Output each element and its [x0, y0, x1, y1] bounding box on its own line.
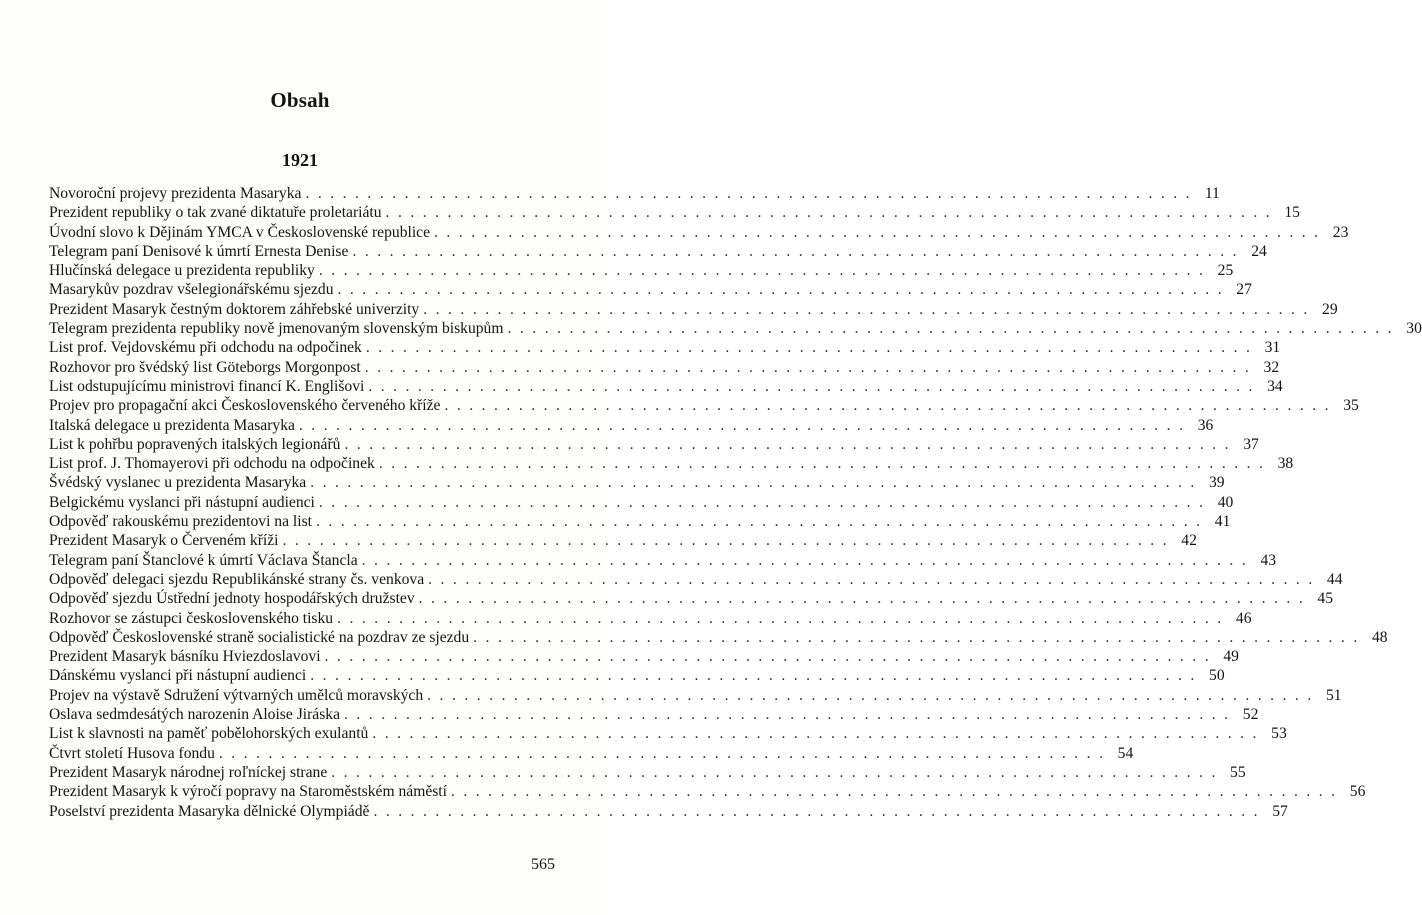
toc-entry-title: Prezident republiky o tak zvané diktatuře proletariátu: [49, 204, 382, 222]
toc-entry-page: 43: [1260, 551, 1277, 569]
toc-entry-page: 27: [1236, 281, 1252, 299]
toc-leader-dots: . . . . . . . . . . . . . . . . . . . . . . . . . . . . . . . . . . . . . . . . . . . . . . . . . . . . . . . . . . . . . . . . . . . . . . . .: [423, 300, 1310, 318]
toc-leader-dots: . . . . . . . . . . . . . . . . . . . . . . . . . . . . . . . . . . . . . . . . . . . . . . . . . . . . . . . . . . . . . . . . . . . . . . . .: [305, 185, 1192, 202]
toc-entry-title: Projev na výstavě Sdružení výtvarných umělců moravských: [49, 686, 424, 704]
toc-entry: [49, 531, 1197, 550]
toc-entry-page: 48: [1371, 628, 1388, 646]
toc-entry: [49, 377, 1283, 396]
toc-entry-page: 39: [1209, 474, 1225, 492]
toc-entry-page: 51: [1325, 686, 1342, 704]
toc-entry-title: Odpověď Československé straně socialistické na pozdrav ze sjezdu: [49, 628, 470, 646]
toc-entry: [49, 570, 1343, 589]
toc-entry: [49, 609, 1252, 628]
toc-entry-page: 54: [1117, 744, 1134, 762]
toc-entry-title: Novoroční projevy prezidenta Masaryka: [49, 185, 302, 202]
toc-entry-page: 35: [1343, 397, 1359, 415]
toc-leader-dots: . . . . . . . . . . . . . . . . . . . . . . . . . . . . . . . . . . . . . . . . . . . . . . . . . . . . . . . . . . . . . . . . . . . . . . . .: [444, 397, 1331, 415]
toc-entry: [49, 744, 1134, 763]
toc-entry-title: Masarykův pozdrav všelegionářskému sjezdu: [49, 281, 334, 299]
toc-entry: [49, 280, 1252, 299]
toc-leader-dots: . . . . . . . . . . . . . . . . . . . . . . . . . . . . . . . . . . . . . . . . . . . . . . . . . . . . . . . . . . . . . . . . . . . . . . . .: [282, 532, 1169, 550]
toc-entry: [49, 493, 1234, 512]
toc-entry-page: 46: [1235, 609, 1252, 627]
toc-entry-page: 36: [1197, 416, 1214, 434]
toc-leader-dots: . . . . . . . . . . . . . . . . . . . . . . . . . . . . . . . . . . . . . . . . . . . . . . . . . . . . . . . . . . . . . . . . . . . . . . . .: [368, 377, 1255, 395]
toc-leader-dots: . . . . . . . . . . . . . . . . . . . . . . . . . . . . . . . . . . . . . . . . . . . . . . . . . . . . . . . . . . . . . . . . . . . . . . . .: [434, 223, 1321, 241]
toc-entry-title: Italská delegace u prezidenta Masaryka: [49, 416, 295, 434]
toc-entry-title: Belgickému vyslanci při nástupní audienci: [49, 493, 315, 511]
toc-leader-dots: . . . . . . . . . . . . . . . . . . . . . . . . . . . . . . . . . . . . . . . . . . . . . . . . . . . . . . . . . . . . . . . . . . . . . . . .: [427, 686, 1314, 704]
toc-leader-dots: . . . . . . . . . . . . . . . . . . . . . . . . . . . . . . . . . . . . . . . . . . . . . . . . . . . . . . . . . . . . . . . . . . . . . . . .: [218, 744, 1106, 762]
toc-entry-title: Úvodní slovo k Dějinám YMCA v Československé republice: [49, 223, 430, 241]
toc-entry-page: 40: [1217, 493, 1234, 511]
toc-entry: [49, 473, 1225, 492]
toc-entry-title: Prezident Masaryk básníku Hviezdoslavovi: [49, 648, 321, 666]
toc-entry-title: Dánskému vyslanci při nástupní audienci: [49, 667, 307, 685]
toc-entry-title: Prezident Masaryk k výročí popravy na Staroměstském náměstí: [49, 783, 447, 801]
table-of-contents: [49, 184, 1422, 821]
toc-leader-dots: . . . . . . . . . . . . . . . . . . . . . . . . . . . . . . . . . . . . . . . . . . . . . . . . . . . . . . . . . . . . . . . . . . . . . . . .: [428, 570, 1315, 588]
toc-entry-page: 23: [1332, 223, 1349, 241]
toc-entry-page: 53: [1271, 725, 1287, 743]
toc-leader-dots: . . . . . . . . . . . . . . . . . . . . . . . . . . . . . . . . . . . . . . . . . . . . . . . . . . . . . . . . . . . . . . . . . . . . . . . .: [361, 551, 1249, 569]
toc-entry-page: 49: [1223, 648, 1239, 666]
toc-entry-page: 34: [1267, 377, 1283, 395]
toc-leader-dots: . . . . . . . . . . . . . . . . . . . . . . . . . . . . . . . . . . . . . . . . . . . . . . . . . . . . . . . . . . . . . . . . . . . . . . . .: [473, 628, 1360, 646]
toc-leader-dots: . . . . . . . . . . . . . . . . . . . . . . . . . . . . . . . . . . . . . . . . . . . . . . . . . . . . . . . . . . . . . . . . . . . . . . . .: [364, 358, 1252, 376]
toc-entry-title: Telegram paní Štanclové k úmrtí Václava Štancla: [49, 551, 358, 569]
toc-entry: [49, 724, 1287, 743]
toc-leader-dots: . . . . . . . . . . . . . . . . . . . . . . . . . . . . . . . . . . . . . . . . . . . . . . . . . . . . . . . . . . . . . . . . . . . . . . . .: [365, 339, 1253, 357]
toc-entry: [49, 512, 1231, 531]
toc-entry: [49, 358, 1280, 377]
toc-entry: [49, 782, 1366, 801]
toc-entry: [49, 242, 1267, 261]
toc-entry-title: Telegram prezidenta republiky nově jmenovaným slovenským biskupům: [49, 320, 504, 338]
toc-entry: [49, 763, 1246, 782]
toc-entry-title: Hlučínská delegace u prezidenta republiky: [49, 262, 315, 280]
toc-entry: [49, 435, 1259, 454]
toc-leader-dots: . . . . . . . . . . . . . . . . . . . . . . . . . . . . . . . . . . . . . . . . . . . . . . . . . . . . . . . . . . . . . . . . . . . . . . . .: [316, 513, 1203, 531]
toc-entry-page: 52: [1242, 706, 1259, 724]
toc-leader-dots: . . . . . . . . . . . . . . . . . . . . . . . . . . . . . . . . . . . . . . . . . . . . . . . . . . . . . . . . . . . . . . . . . . . . . . . .: [318, 493, 1206, 511]
toc-entry-page: 29: [1322, 300, 1338, 318]
toc-entry-page: 31: [1264, 339, 1281, 357]
toc-entry-title: List k pohřbu popravených italských legionářů: [49, 435, 341, 453]
toc-entry-title: List prof. Vejdovskému při odchodu na odpočinek: [49, 339, 362, 357]
toc-entry-page: 25: [1217, 262, 1234, 280]
toc-entry-page: 45: [1317, 590, 1334, 608]
toc-entry-page: 42: [1181, 532, 1197, 550]
toc-leader-dots: . . . . . . . . . . . . . . . . . . . . . . . . . . . . . . . . . . . . . . . . . . . . . . . . . . . . . . . . . . . . . . . . . . . . . . . .: [324, 648, 1211, 666]
page-number: 565: [531, 856, 555, 873]
toc-leader-dots: . . . . . . . . . . . . . . . . . . . . . . . . . . . . . . . . . . . . . . . . . . . . . . . . . . . . . . . . . . . . . . . . . . . . . . . .: [344, 706, 1231, 724]
toc-entry-page: 24: [1251, 242, 1267, 260]
toc-entry: [49, 223, 1349, 242]
toc-entry-title: Poselství prezidenta Masaryka dělnické Olympiádě: [49, 802, 370, 820]
toc-entry-title: Rozhovor se zástupci československého tisku: [49, 609, 334, 627]
toc-entry-title: Prezident Masaryk čestným doktorem záhřebské univerzity: [49, 300, 420, 318]
toc-leader-dots: . . . . . . . . . . . . . . . . . . . . . . . . . . . . . . . . . . . . . . . . . . . . . . . . . . . . . . . . . . . . . . . . . . . . . . . .: [378, 455, 1266, 473]
toc-entry-title: Rozhovor pro švédský list Göteborgs Morgonpost: [49, 358, 361, 376]
toc-leader-dots: . . . . . . . . . . . . . . . . . . . . . . . . . . . . . . . . . . . . . . . . . . . . . . . . . . . . . . . . . . . . . . . . . . . . . . . .: [337, 281, 1224, 299]
toc-entry-title: Švédský vyslanec u prezidenta Masaryka: [49, 474, 307, 492]
toc-entry: [49, 628, 1388, 647]
toc-entry: [49, 454, 1294, 473]
toc-entry: [49, 261, 1234, 280]
toc-entry-page: 41: [1214, 513, 1231, 531]
toc-leader-dots: . . . . . . . . . . . . . . . . . . . . . . . . . . . . . . . . . . . . . . . . . . . . . . . . . . . . . . . . . . . . . . . . . . . . . . . .: [310, 667, 1197, 685]
toc-entry: [49, 416, 1214, 435]
page-title: Obsah: [270, 88, 330, 112]
toc-entry-page: 38: [1277, 455, 1294, 473]
section-year: 1921: [282, 150, 318, 170]
toc-leader-dots: . . . . . . . . . . . . . . . . . . . . . . . . . . . . . . . . . . . . . . . . . . . . . . . . . . . . . . . . . . . . . . . . . . . . . . . .: [298, 416, 1186, 434]
toc-entry: [49, 705, 1259, 724]
toc-entry-page: 32: [1263, 358, 1280, 376]
toc-entry-page: 56: [1349, 783, 1366, 801]
toc-entry-page: 44: [1326, 570, 1343, 588]
toc-entry: [49, 184, 1220, 203]
toc-leader-dots: . . . . . . . . . . . . . . . . . . . . . . . . . . . . . . . . . . . . . . . . . . . . . . . . . . . . . . . . . . . . . . . . . . . . . . . .: [373, 802, 1260, 820]
toc-leader-dots: . . . . . . . . . . . . . . . . . . . . . . . . . . . . . . . . . . . . . . . . . . . . . . . . . . . . . . . . . . . . . . . . . . . . . . . .: [331, 763, 1218, 781]
toc-entry-page: 15: [1284, 204, 1300, 222]
toc-entry-page: 30: [1406, 320, 1422, 338]
toc-entry-title: Odpověď delegaci sjezdu Republikánské strany čs. venkova: [49, 570, 425, 588]
toc-entry-page: 57: [1272, 802, 1288, 820]
toc-leader-dots: . . . . . . . . . . . . . . . . . . . . . . . . . . . . . . . . . . . . . . . . . . . . . . . . . . . . . . . . . . . . . . . . . . . . . . . .: [310, 474, 1197, 492]
toc-leader-dots: . . . . . . . . . . . . . . . . . . . . . . . . . . . . . . . . . . . . . . . . . . . . . . . . . . . . . . . . . . . . . . . . . . . . . . . .: [507, 320, 1394, 338]
toc-entry: [49, 589, 1334, 608]
toc-entry: [49, 686, 1342, 705]
toc-leader-dots: . . . . . . . . . . . . . . . . . . . . . . . . . . . . . . . . . . . . . . . . . . . . . . . . . . . . . . . . . . . . . . . . . . . . . . . .: [352, 242, 1239, 260]
toc-entry-title: Prezident Masaryk o Červeném kříži: [49, 532, 279, 550]
toc-leader-dots: . . . . . . . . . . . . . . . . . . . . . . . . . . . . . . . . . . . . . . . . . . . . . . . . . . . . . . . . . . . . . . . . . . . . . . . .: [337, 609, 1224, 627]
toc-entry-title: Telegram paní Denisové k úmrtí Ernesta Denise: [49, 242, 349, 260]
toc-entry-title: Čtvrt století Husova fondu: [49, 744, 215, 762]
toc-entry-title: List prof. J. Thomayerovi při odchodu na odpočinek: [49, 455, 375, 473]
toc-entry: [49, 551, 1277, 570]
toc-entry: [49, 396, 1359, 415]
toc-leader-dots: . . . . . . . . . . . . . . . . . . . . . . . . . . . . . . . . . . . . . . . . . . . . . . . . . . . . . . . . . . . . . . . . . . . . . . . .: [385, 204, 1272, 222]
toc-leader-dots: . . . . . . . . . . . . . . . . . . . . . . . . . . . . . . . . . . . . . . . . . . . . . . . . . . . . . . . . . . . . . . . . . . . . . . . .: [344, 435, 1231, 453]
toc-entry: [49, 338, 1281, 357]
toc-entry-title: List k slavnosti na paměť pobělohorských exulantů: [49, 725, 369, 743]
toc-entry-page: 55: [1230, 763, 1246, 781]
toc-entry: [49, 203, 1300, 222]
toc-entry-title: Oslava sedmdesátých narozenin Aloise Jiráska: [49, 706, 340, 724]
toc-entry-page: 50: [1209, 667, 1225, 685]
toc-entry-page: 11: [1204, 185, 1220, 202]
toc-entry-title: List odstupujícímu ministrovi financí K. Englišovi: [49, 377, 365, 395]
toc-entry: [49, 666, 1225, 685]
toc-leader-dots: . . . . . . . . . . . . . . . . . . . . . . . . . . . . . . . . . . . . . . . . . . . . . . . . . . . . . . . . . . . . . . . . . . . . . . . .: [372, 725, 1259, 743]
toc-entry: [49, 319, 1422, 338]
toc-leader-dots: . . . . . . . . . . . . . . . . . . . . . . . . . . . . . . . . . . . . . . . . . . . . . . . . . . . . . . . . . . . . . . . . . . . . . . . .: [450, 783, 1338, 801]
toc-entry-title: Odpověď sjezdu Ústřední jednoty hospodářských družstev: [49, 590, 415, 608]
toc-leader-dots: . . . . . . . . . . . . . . . . . . . . . . . . . . . . . . . . . . . . . . . . . . . . . . . . . . . . . . . . . . . . . . . . . . . . . . . .: [418, 590, 1306, 608]
toc-entry: [49, 802, 1288, 821]
toc-entry: [49, 300, 1338, 319]
toc-entry-title: Projev pro propagační akci Československého červeného kříže: [49, 397, 441, 415]
toc-entry: [49, 647, 1239, 666]
toc-entry-title: Prezident Masaryk národnej roľníckej strane: [49, 763, 328, 781]
toc-entry-page: 37: [1243, 435, 1259, 453]
toc-entry-title: Odpověď rakouskému prezidentovi na list: [49, 513, 312, 531]
toc-leader-dots: . . . . . . . . . . . . . . . . . . . . . . . . . . . . . . . . . . . . . . . . . . . . . . . . . . . . . . . . . . . . . . . . . . . . . . . .: [318, 262, 1206, 280]
